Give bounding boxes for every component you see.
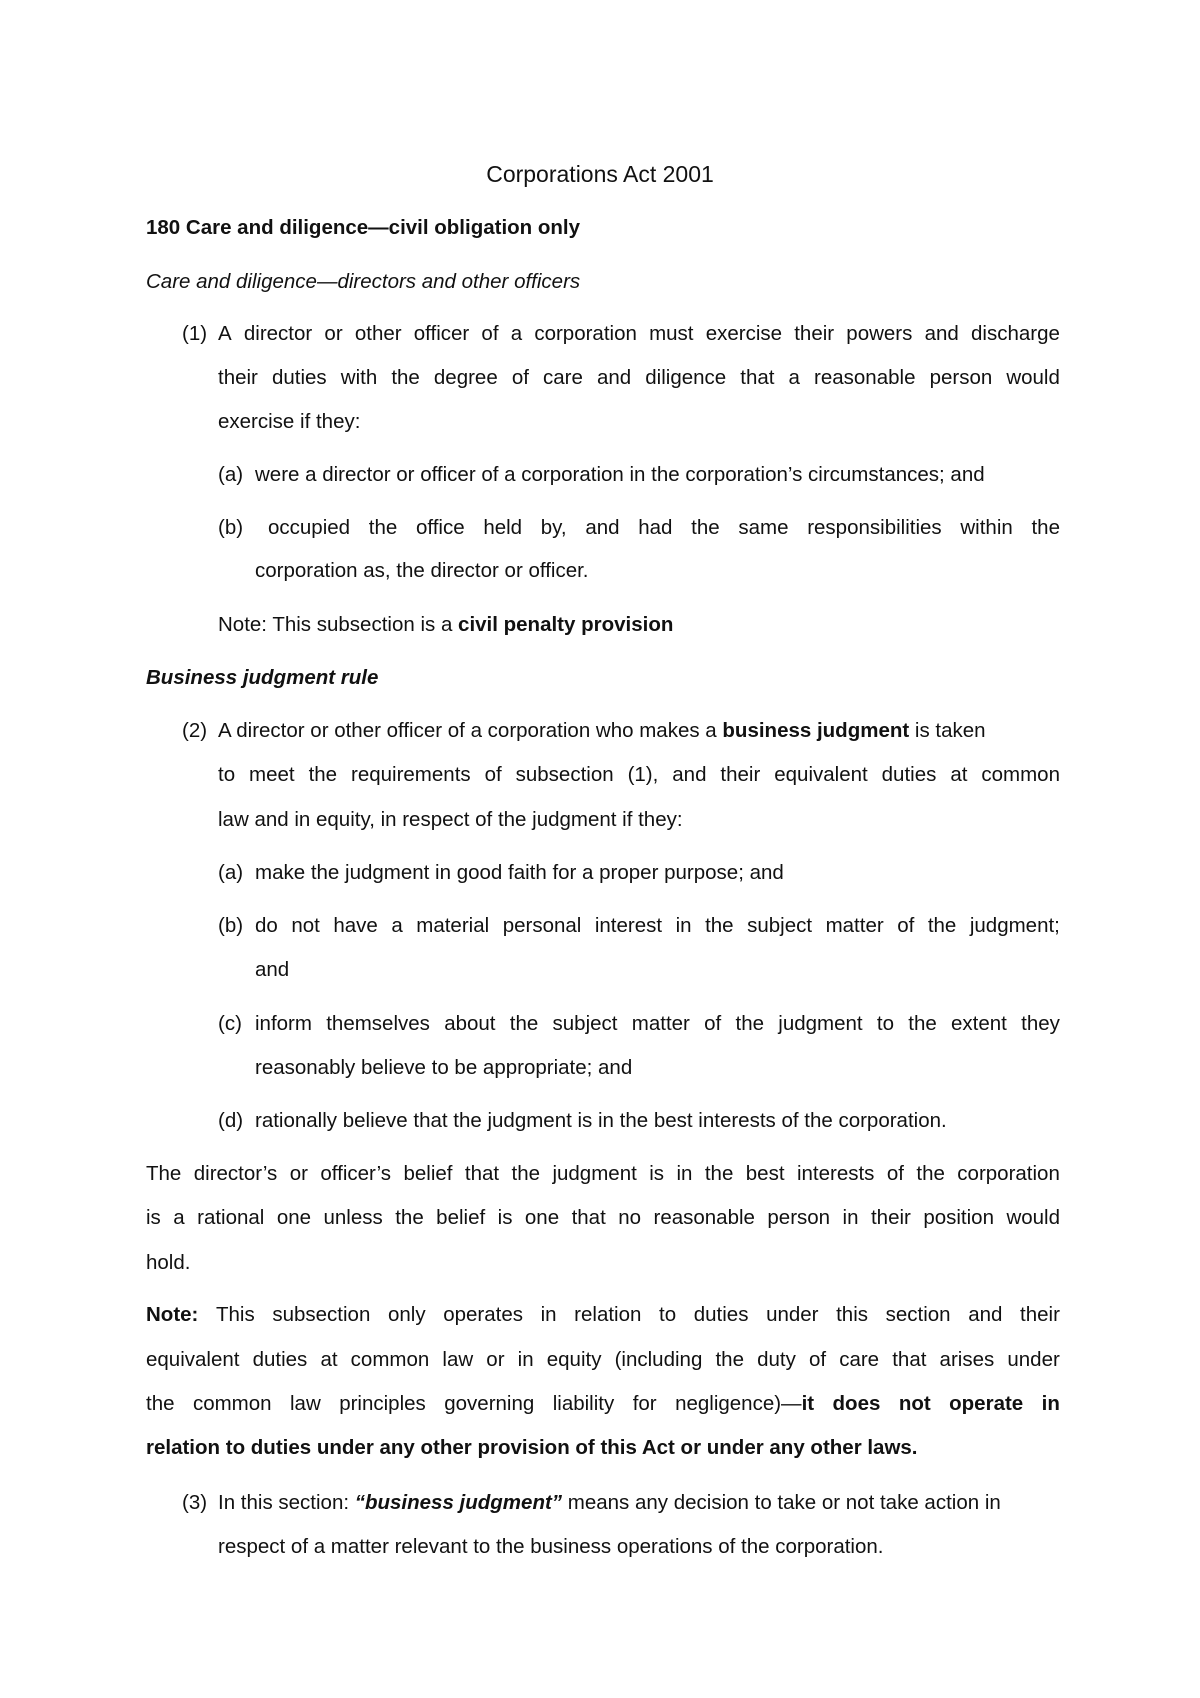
word: common — [981, 763, 1060, 786]
word: responsibilities — [807, 516, 942, 539]
word: one — [276, 1206, 312, 1229]
subsection-1-heading: Care and diligence—directors and other officers — [146, 270, 581, 293]
word: at — [320, 1348, 338, 1371]
word: the — [691, 516, 720, 539]
subsection-3-line2: respect of a matter relevant to the business operations of the corporation. — [218, 1535, 884, 1558]
word: only — [387, 1303, 426, 1326]
word: discharge — [970, 322, 1060, 345]
word: liability — [552, 1392, 615, 1415]
word: The — [146, 1162, 182, 1185]
word: and — [672, 763, 707, 786]
word: exercise — [705, 322, 783, 345]
word: rational — [197, 1206, 265, 1229]
word: common — [350, 1348, 430, 1371]
subsection-1-note — [218, 611, 673, 639]
word: negligence)—it — [675, 1392, 815, 1415]
subsection-2-item-a-label: (a) — [218, 861, 244, 884]
word: section — [885, 1303, 951, 1326]
word: one — [524, 1206, 560, 1229]
word: do — [255, 914, 278, 937]
subsection-1-item-a-label: (a) — [218, 463, 244, 486]
word: of — [484, 763, 502, 786]
word: their — [720, 763, 761, 786]
word: duties — [271, 366, 327, 389]
word: degree — [433, 366, 498, 389]
word: and — [585, 516, 620, 539]
word: officer — [413, 322, 470, 345]
word: corporation — [534, 322, 637, 345]
word: judgment — [778, 1012, 863, 1035]
word: subject — [552, 1012, 618, 1035]
subsection-3-line1-after: means any decision to take or not take action in — [562, 1491, 1001, 1514]
word: matter — [825, 914, 884, 937]
word: have — [333, 914, 378, 937]
word: does — [832, 1392, 881, 1415]
word: person — [767, 1206, 831, 1229]
word: or — [486, 1348, 505, 1371]
subsection-2-item-c-label: (c) — [218, 1012, 242, 1035]
word: in — [1041, 1392, 1060, 1415]
word: (1), — [627, 763, 659, 786]
word: the — [735, 1012, 765, 1035]
word: the — [1031, 516, 1060, 539]
business-judgment-term: business judgment — [722, 719, 910, 742]
note-paragraph-line4: relation to duties under any other provision of this Act or under any other laws. — [146, 1436, 918, 1459]
subsection-2-line1-after: is taken — [909, 719, 986, 742]
word: diligence — [645, 366, 727, 389]
word: principles — [339, 1392, 426, 1415]
word: duties — [252, 1348, 308, 1371]
word: common — [192, 1392, 272, 1415]
word: of — [897, 914, 915, 937]
word: the — [715, 1348, 744, 1371]
word: equivalent — [774, 763, 868, 786]
word: position — [923, 1206, 994, 1229]
word: that — [571, 1206, 606, 1229]
word: to — [876, 1012, 894, 1035]
word: matter — [631, 1012, 690, 1035]
word: officer’s — [320, 1162, 392, 1185]
word: a — [391, 914, 403, 937]
word: the — [511, 1162, 541, 1185]
word: a — [173, 1206, 185, 1229]
word: same — [738, 516, 789, 539]
word: reasonable — [814, 366, 916, 389]
word: had — [638, 516, 673, 539]
subsection-3-line1-before: In this section: — [218, 1491, 355, 1514]
word: requirements — [351, 763, 471, 786]
document-title: Corporations Act 2001 — [486, 161, 714, 187]
word: law — [289, 1392, 321, 1415]
belief-paragraph-line2 — [146, 1204, 1060, 1232]
word: unless — [323, 1206, 383, 1229]
word: other — [354, 322, 402, 345]
word: of — [808, 1348, 827, 1371]
word: for — [632, 1392, 657, 1415]
section-heading: 180 Care and diligence—civil obligation only — [146, 216, 581, 239]
subsection-1-note-bold: civil penalty provision — [458, 613, 674, 636]
subsection-1-item-b-line2: corporation as, the director or officer. — [255, 559, 589, 582]
word: to — [659, 1303, 677, 1326]
word: of — [481, 322, 499, 345]
word: the — [391, 366, 420, 389]
word: powers — [846, 322, 913, 345]
word: arises — [939, 1348, 995, 1371]
word: inform — [255, 1012, 312, 1035]
word: not — [291, 914, 320, 937]
word: the — [509, 1012, 539, 1035]
word: judgment — [552, 1162, 637, 1185]
word: in — [517, 1348, 534, 1371]
subsection-2-item-b-line2: and — [255, 958, 290, 981]
word: interests — [796, 1162, 875, 1185]
note-label: Note: — [146, 1303, 199, 1326]
word: about — [444, 1012, 496, 1035]
subsection-3-number: (3) — [182, 1491, 208, 1514]
word: law — [442, 1348, 474, 1371]
word: their — [218, 366, 258, 389]
word: no — [618, 1206, 642, 1229]
subsection-2-line2 — [218, 761, 1060, 789]
word: would — [1006, 366, 1060, 389]
subsection-1-item-b-label: (b) — [218, 516, 244, 539]
word: under — [766, 1303, 819, 1326]
subsection-2-item-b-label: (b) — [218, 914, 244, 937]
word: within — [960, 516, 1013, 539]
subsection-1-item-b-line1 — [268, 514, 1060, 542]
subsection-1-item-a-text: were a director or officer of a corporation in the corporation’s circumstances; and — [255, 463, 985, 486]
word: at — [950, 763, 968, 786]
subsection-2-line1 — [218, 717, 986, 745]
word: of — [886, 1162, 904, 1185]
subsection-1-line1 — [218, 320, 1060, 348]
word: A — [218, 322, 232, 345]
subsection-3-line1 — [218, 1489, 1001, 1517]
subsection-1-line2 — [218, 364, 1060, 392]
word: a — [510, 322, 523, 345]
word: belief — [436, 1206, 486, 1229]
word: of — [704, 1012, 722, 1035]
subsection-2-item-d-text: rationally believe that the judgment is in the best interests of the corporation. — [255, 1109, 947, 1132]
word: to — [218, 763, 236, 786]
word: reasonable — [653, 1206, 755, 1229]
word: director’s — [193, 1162, 278, 1185]
word: in — [676, 1162, 693, 1185]
word: equity — [546, 1348, 602, 1371]
word: not — [898, 1392, 931, 1415]
subsection-1-line3: exercise if they: — [218, 410, 361, 433]
word: and — [968, 1303, 1003, 1326]
subsection-2-line3: law and in equity, in respect of the judgment if they: — [218, 808, 683, 831]
word: This — [216, 1303, 255, 1326]
word: by, — [540, 516, 567, 539]
subsection-2-item-c-line1 — [255, 1010, 1060, 1038]
word: would — [1006, 1206, 1060, 1229]
word: (including — [614, 1348, 703, 1371]
word: with — [340, 366, 378, 389]
word: the — [308, 763, 338, 786]
word: subsection — [515, 763, 614, 786]
word: material — [416, 914, 490, 937]
subsection-2-line1-before: A director or other officer of a corporation who makes a — [218, 719, 723, 742]
word: care — [839, 1348, 880, 1371]
word: their — [870, 1206, 911, 1229]
word: operate — [949, 1392, 1024, 1415]
word: personal — [502, 914, 582, 937]
word: governing — [444, 1392, 535, 1415]
word: in — [842, 1206, 859, 1229]
subsection-2-item-a-text: make the judgment in good faith for a proper purpose; and — [255, 861, 784, 884]
word: that — [464, 1162, 500, 1185]
word: person — [929, 366, 993, 389]
word: held — [483, 516, 523, 539]
word: duties — [693, 1303, 749, 1326]
word: the — [908, 1012, 937, 1035]
word: the — [395, 1206, 424, 1229]
word: or — [324, 322, 343, 345]
word: subsection — [272, 1303, 371, 1326]
word: director — [243, 322, 313, 345]
note-paragraph-line3 — [146, 1390, 1060, 1418]
word: under — [1007, 1348, 1060, 1371]
word: occupied — [268, 516, 351, 539]
note-paragraph-line2 — [146, 1346, 1060, 1374]
subsection-2-number: (2) — [182, 719, 208, 742]
belief-paragraph-line3: hold. — [146, 1251, 191, 1274]
word: duties — [881, 763, 937, 786]
word: the — [927, 914, 957, 937]
word: duty — [757, 1348, 796, 1371]
word: in — [540, 1303, 557, 1326]
word: must — [649, 322, 694, 345]
word: the — [705, 914, 734, 937]
word: their — [1020, 1303, 1060, 1326]
word: is — [146, 1206, 161, 1229]
word: is — [497, 1206, 513, 1229]
word: the — [146, 1392, 175, 1415]
word: of — [511, 366, 529, 389]
word: the — [704, 1162, 734, 1185]
word: care — [543, 366, 583, 389]
business-judgment-definition-term: “business judgment” — [354, 1491, 563, 1514]
word: is — [649, 1162, 665, 1185]
word: this — [836, 1303, 869, 1326]
word: relation — [574, 1303, 642, 1326]
word: that — [892, 1348, 927, 1371]
subsection-2-item-c-line2: reasonably believe to be appropriate; and — [255, 1056, 633, 1079]
word: the — [368, 516, 398, 539]
word: judgment; — [969, 914, 1060, 937]
word: meet — [249, 763, 295, 786]
word: that — [740, 366, 775, 389]
word: and — [596, 366, 632, 389]
word: in — [675, 914, 692, 937]
belief-paragraph-line1 — [146, 1160, 1060, 1188]
word: or — [289, 1162, 308, 1185]
word: themselves — [326, 1012, 430, 1035]
word: subject — [747, 914, 813, 937]
word: equivalent — [146, 1348, 240, 1371]
word: extent — [951, 1012, 1007, 1035]
subsection-2-heading: Business judgment rule — [146, 666, 379, 689]
word: belief — [403, 1162, 453, 1185]
word: office — [415, 516, 465, 539]
word: operates — [443, 1303, 523, 1326]
word: the — [916, 1162, 945, 1185]
note-paragraph-line1 — [146, 1301, 1060, 1329]
subsection-2-item-b-line1 — [255, 912, 1060, 940]
word: corporation — [957, 1162, 1060, 1185]
subsection-1-number: (1) — [182, 322, 208, 345]
subsection-1-note-prefix: Note: This subsection is a — [218, 613, 459, 636]
subsection-2-item-d-label: (d) — [218, 1109, 244, 1132]
word: a — [788, 366, 800, 389]
word: they — [1021, 1012, 1060, 1035]
word: interest — [594, 914, 663, 937]
word: and — [924, 322, 959, 345]
word: best — [745, 1162, 785, 1185]
word: their — [794, 322, 835, 345]
